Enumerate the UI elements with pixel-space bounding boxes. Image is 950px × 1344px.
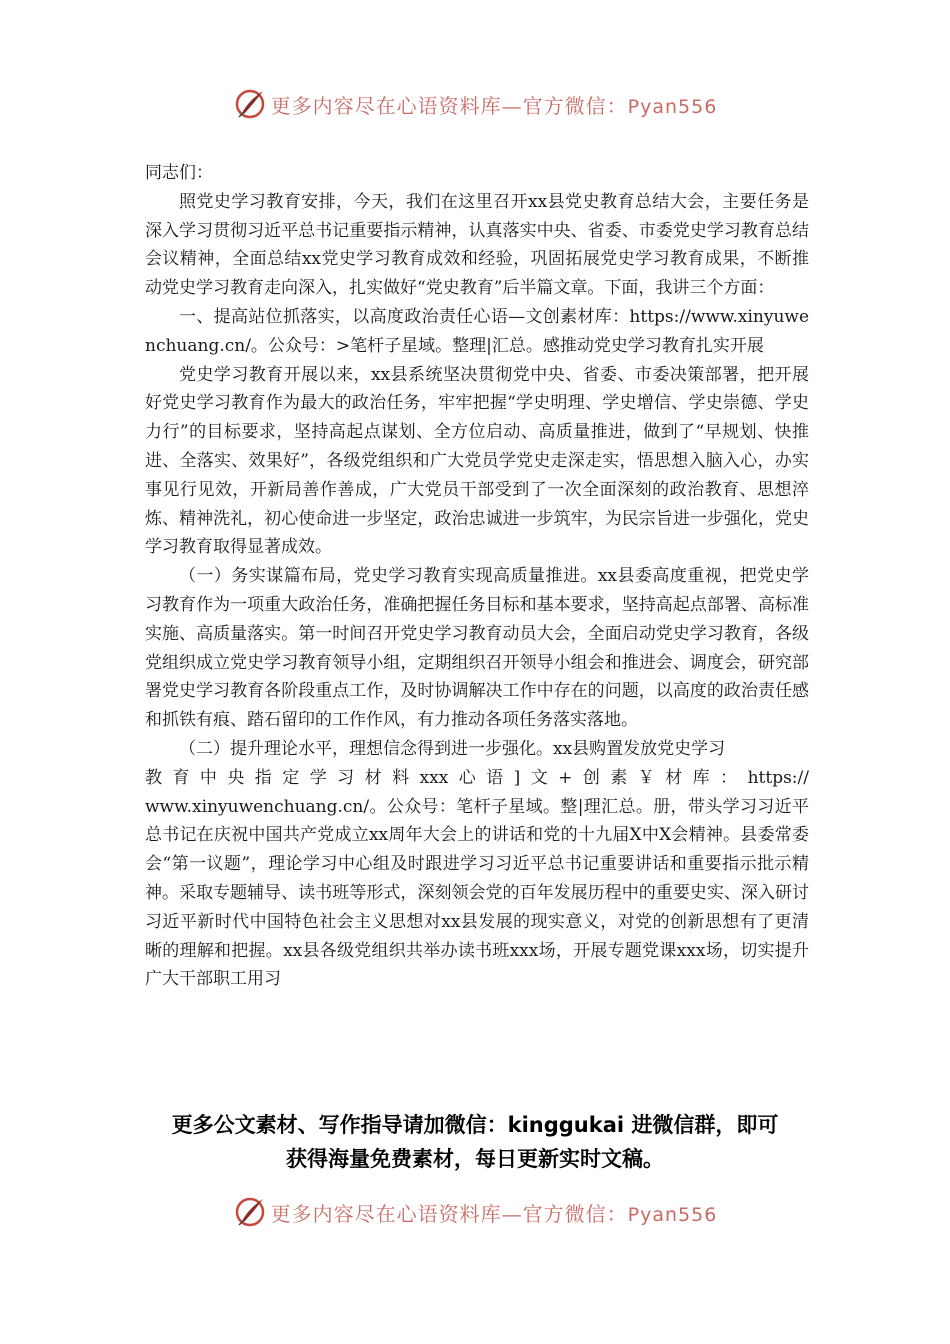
header-banner: [0, 82, 950, 126]
banner-title: [271, 90, 718, 119]
paragraph-overview: 党史学习教育开展以来，xx县系统坚决贯彻党中央、省委、市委决策部署，把开展好党史学习教育作为最大的政治任务，牢牢把握“学史明理、学史增信、学史崇德、学史力行”的目标要求，坚持高起点谋划、全方位启动、高质量推进，做到了“早规划、快推进、全落实、效果好”，各级党组织和广大党员学党史走深走实，悟思想入脑入心，办实事见行见效，开新局善作善成，广大党员干部受到了一次全面深刻的政治教育、思想淬炼、精神洗礼，初心使命进一步坚定，政治忠诚进一步筑牢，为民宗旨进一步强化，党史学习教育取得显著成效。: [145, 364, 809, 558]
document-body: [145, 159, 809, 994]
paragraph-subsection-2-line2: 教育中央指定学习材料xxx心语]文+创素￥材库：https://: [145, 767, 809, 788]
footer-banner-text: 更多内容尽在心语资料库—官方微信：: [270, 1201, 628, 1226]
promo-block: [0, 1108, 950, 1176]
section-heading-1: 一、提高站位抓落实，以高度政治责任心语—文创素材库：https://www.xinyuwenchuang.cn/。公众号：>笔杆子星域。整理|汇总。感推动党史学习教育扎实开展: [145, 306, 809, 356]
footer-banner-wechat-id: Pyan556: [627, 1203, 718, 1226]
paragraph-intro: 照党史学习教育安排，今天，我们在这里召开xx县党史教育总结大会，主要任务是深入学习贯彻习近平总书记重要指示精神，认真落实中央、省委、市委党史学习教育总结会议精神，全面总结xx党史学习教育成效和经验，巩固拓展党史学习教育成果，不断推动党史学习教育走向深入，扎实做好“党史教育”后半篇文章。下面，我讲三个方面：: [145, 191, 809, 299]
quill-logo-icon: [233, 87, 267, 121]
promo-line-2: 获得海量免费素材，每日更新实时文稿。: [286, 1147, 664, 1171]
banner-text: 更多内容尽在心语资料库—官方微信：: [270, 93, 628, 118]
paragraph-subsection-1: （一）务实谋篇布局，党史学习教育实现高质量推进。xx县委高度重视，把党史学习教育作为一项重大政治任务，准确把握任务目标和基本要求，坚持高起点部署、高标准实施、高质量落实。第一时间召开党史学习教育动员大会，全面启动党史学习教育，各级党组织成立党史学习教育领导小组，定期组织召开领导小组会和推进会、调度会，研究部署党史学习教育各阶段重点工作，及时协调解决工作中存在的问题，以高度的政治责任感和抓铁有痕、踏石留印的工作作风，有力推动各项任务落实落地。: [145, 566, 809, 731]
banner-wechat-id: Pyan556: [627, 95, 718, 118]
promo-line-1: 更多公文素材、写作指导请加微信：kinggukai 进微信群，即可: [171, 1113, 779, 1137]
salutation: 同志们：: [145, 163, 213, 183]
footer-banner: [0, 1190, 950, 1234]
quill-logo-icon: [233, 1195, 267, 1229]
footer-banner-title: [271, 1198, 718, 1227]
paragraph-subsection-2-rest: www.xinyuwenchuang.cn/。公众号：笔杆子星域。整|理汇总。册，带头学习习近平总书记在庆祝中国共产党成立xx周年大会上的讲话和党的十九届X中X会精神。县委常委会“第一议题”，理论学习中心组及时跟进学习习近平总书记重要讲话和重要指示批示精神。采取专题辅导、读书班等形式，深刻领会党的百年发展历程中的重要史实、深入研讨习近平新时代中国特色社会主义思想对xx县发展的现实意义，对党的创新思想有了更清晰的理解和把握。xx县各级党组织共举办读书班xxx场，开展专题党课xxx场，切实提升广大干部职工用习: [145, 796, 809, 990]
paragraph-subsection-2-line1: （二）提升理论水平，理想信念得到进一步强化。xx县购置发放党史学习: [179, 738, 726, 759]
